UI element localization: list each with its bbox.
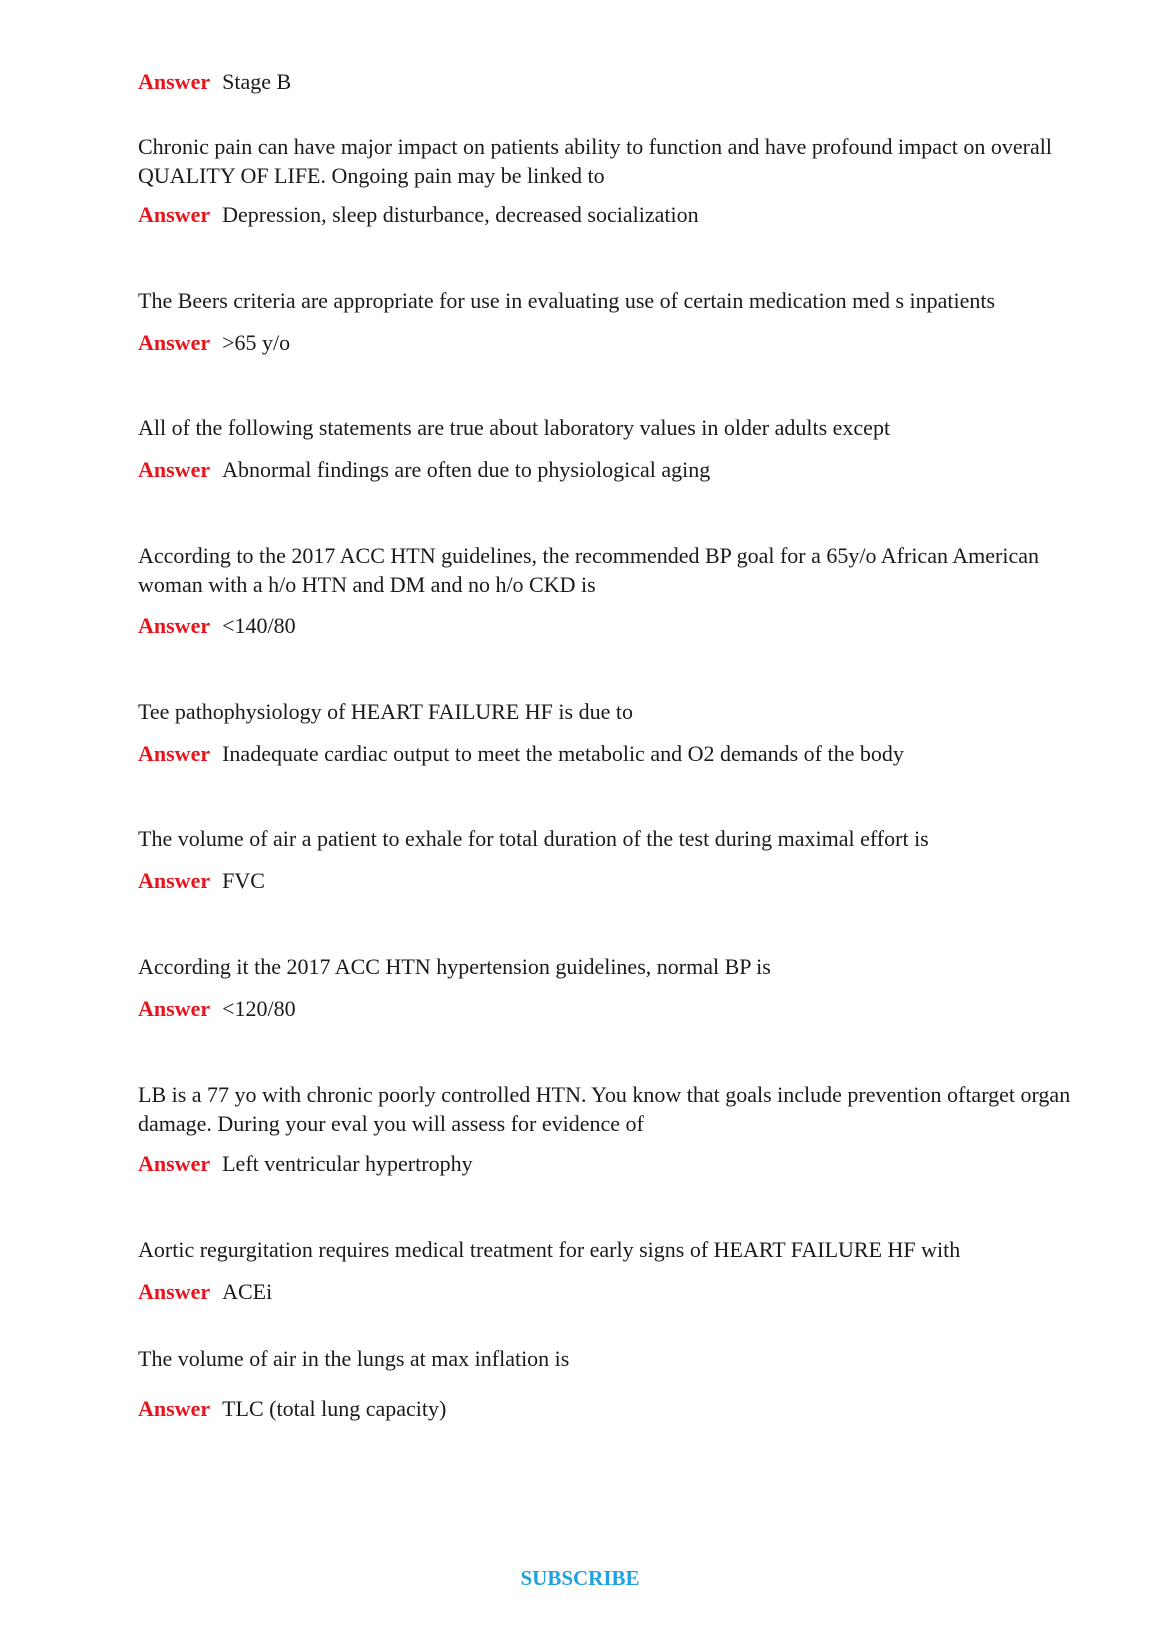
answer-label: Answer — [138, 613, 211, 638]
question-text: All of the following statements are true about laboratory values in older adults except — [138, 415, 891, 440]
answer-label: Answer — [138, 1396, 211, 1421]
question-text: The Beers criteria are appropriate for use in evaluating use of certain medication med s inpatients — [138, 288, 996, 313]
question-text: Chronic pain can have major impact on patients ability to function and have profound impact on overall QUALITY OF LIFE. Ongoing pain may be linked to — [138, 134, 1052, 188]
answer-label: Answer — [138, 741, 211, 766]
answer-line — [138, 739, 1078, 768]
question-text: Tee pathophysiology of HEART FAILURE HF is due to — [138, 699, 633, 724]
answer-line — [138, 200, 1078, 229]
answer-label: Answer — [138, 69, 211, 94]
answer-text: ACEi — [222, 1279, 273, 1304]
answer-line — [138, 1277, 1078, 1306]
answer-label: Answer — [138, 868, 211, 893]
question-text: LB is a 77 yo with chronic poorly controlled HTN. You know that goals include prevention oftarget organ damage. During your eval you will assess for evidence of — [138, 1082, 1071, 1136]
answer-text: TLC (total lung capacity) — [222, 1396, 447, 1421]
answer-text: <120/80 — [222, 996, 296, 1021]
answer-line — [138, 1149, 1078, 1178]
answer-text: Stage B — [222, 69, 292, 94]
answer-label: Answer — [138, 1279, 211, 1304]
answer-label: Answer — [138, 457, 211, 482]
answer-text: Left ventricular hypertrophy — [222, 1151, 473, 1176]
answer-text: Abnormal findings are often due to physiological aging — [222, 457, 711, 482]
answer-label: Answer — [138, 996, 211, 1021]
answer-line — [138, 67, 1078, 96]
answer-text: FVC — [222, 868, 265, 893]
answer-text: <140/80 — [222, 613, 296, 638]
question-text: The volume of air in the lungs at max inflation is — [138, 1346, 570, 1371]
answer-label: Answer — [138, 1151, 211, 1176]
question-text: Aortic regurgitation requires medical treatment for early signs of HEART FAILURE HF with — [138, 1237, 961, 1262]
answer-text: Depression, sleep disturbance, decreased socialization — [222, 202, 699, 227]
question-text: According to the 2017 ACC HTN guidelines, the recommended BP goal for a 65y/o African American woman with a h/o HTN and DM and no h/o CKD is — [138, 543, 1039, 597]
answer-line — [138, 866, 1078, 895]
question-text: The volume of air a patient to exhale for total duration of the test during maximal effort is — [138, 826, 929, 851]
question-text: According it the 2017 ACC HTN hypertension guidelines, normal BP is — [138, 954, 771, 979]
subscribe-link[interactable]: SUBSCRIBE — [520, 1566, 640, 1590]
answer-label: Answer — [138, 330, 211, 355]
answer-label: Answer — [138, 202, 211, 227]
answer-line — [138, 611, 1078, 640]
answer-text: >65 y/o — [222, 330, 291, 355]
answer-line — [138, 455, 1078, 484]
answer-line — [138, 994, 1078, 1023]
answer-line — [138, 1394, 1078, 1423]
answer-line — [138, 328, 1078, 357]
answer-text: Inadequate cardiac output to meet the metabolic and O2 demands of the body — [222, 741, 904, 766]
